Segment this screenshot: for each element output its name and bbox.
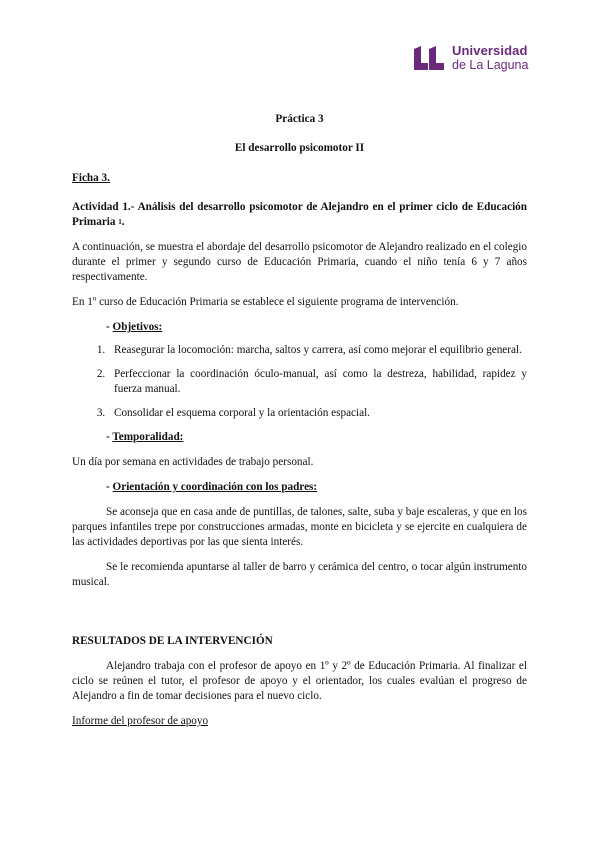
list-item: 1. Reasegurar la locomoción: marcha, saltos y carrera, así como mejorar el equilibrio general. [108,343,527,358]
ull-logo-icon [412,45,446,71]
list-item: 3. Consolidar el esquema corporal y la orientación espacial. [108,406,527,421]
results-paragraph: Alejandro trabaja con el profesor de apoyo en 1º y 2º de Educación Primaria. Al finalizar el ciclo se reúnen el tutor, el profesor de apoyo y el orientador, los cuales evalúan el progreso de Alejandro a fin de tomar decisiones para el nuevo ciclo. [72,660,527,702]
temporality-paragraph: Un día por semana en actividades de trabajo personal. [72,456,314,468]
report-heading: Informe del profesor de apoyo [72,715,209,727]
orientation-paragraph-2: Se le recomienda apuntarse al taller de barro y cerámica del centro, o tocar algún instrumento musical. [72,561,527,588]
orientation-heading-text: Orientación y coordinación con los padres: [112,481,318,493]
document-body [72,112,527,729]
temporality-heading: - Temporalidad: [106,431,184,443]
list-item: 2. Perfeccionar la coordinación óculo-manual, así como la destreza, habilidad, rapidez y fuerza manual. [108,367,527,397]
footnote-ref: 1 [118,218,122,226]
activity-heading: Actividad 1.- Análisis del desarrollo psicomotor de Alejandro en el primer ciclo de Educación Primaria $^1$. [72,201,527,228]
objectives-list [72,343,527,421]
ficha-heading: Ficha 3. [72,172,110,184]
objectives-heading: - Objetivos: [106,321,163,333]
activity-heading-text: Actividad 1.- Análisis del desarrollo psicomotor de Alejandro en el primer ciclo de Educación Primaria [72,201,527,228]
objectives-heading-text: Objetivos: [112,321,163,333]
practice-subtitle: El desarrollo psicomotor II [234,142,365,154]
program-paragraph: En 1º curso de Educación Primaria se establece el siguiente programa de intervención. [72,296,459,308]
university-logo [412,44,528,72]
practice-title: Práctica 3 [275,113,324,125]
orientation-paragraph-1: Se aconseja que en casa ande de puntillas, de talones, salte, suba y baje escaleras, y que en los parques infantiles trepe por construcciones armadas, monte en bicicleta y se ejercite en cualquiera de las actividades deportivas por las que sienta interés. [72,506,527,548]
orientation-heading: - Orientación y coordinación con los padres: [106,481,318,493]
results-heading: RESULTADOS DE LA INTERVENCIÓN [72,635,273,647]
intro-paragraph: A continuación, se muestra el abordaje del desarrollo psicomotor de Alejandro realizado en el colegio durante el primer y segundo curso de Educación Primaria, cuando el niño tenía 6 y 7 años respectivamente. [72,241,527,283]
temporality-heading-text: Temporalidad: [112,431,184,443]
logo-line-1: Universidad [452,43,528,58]
logo-line-2: de La Laguna [452,58,529,72]
